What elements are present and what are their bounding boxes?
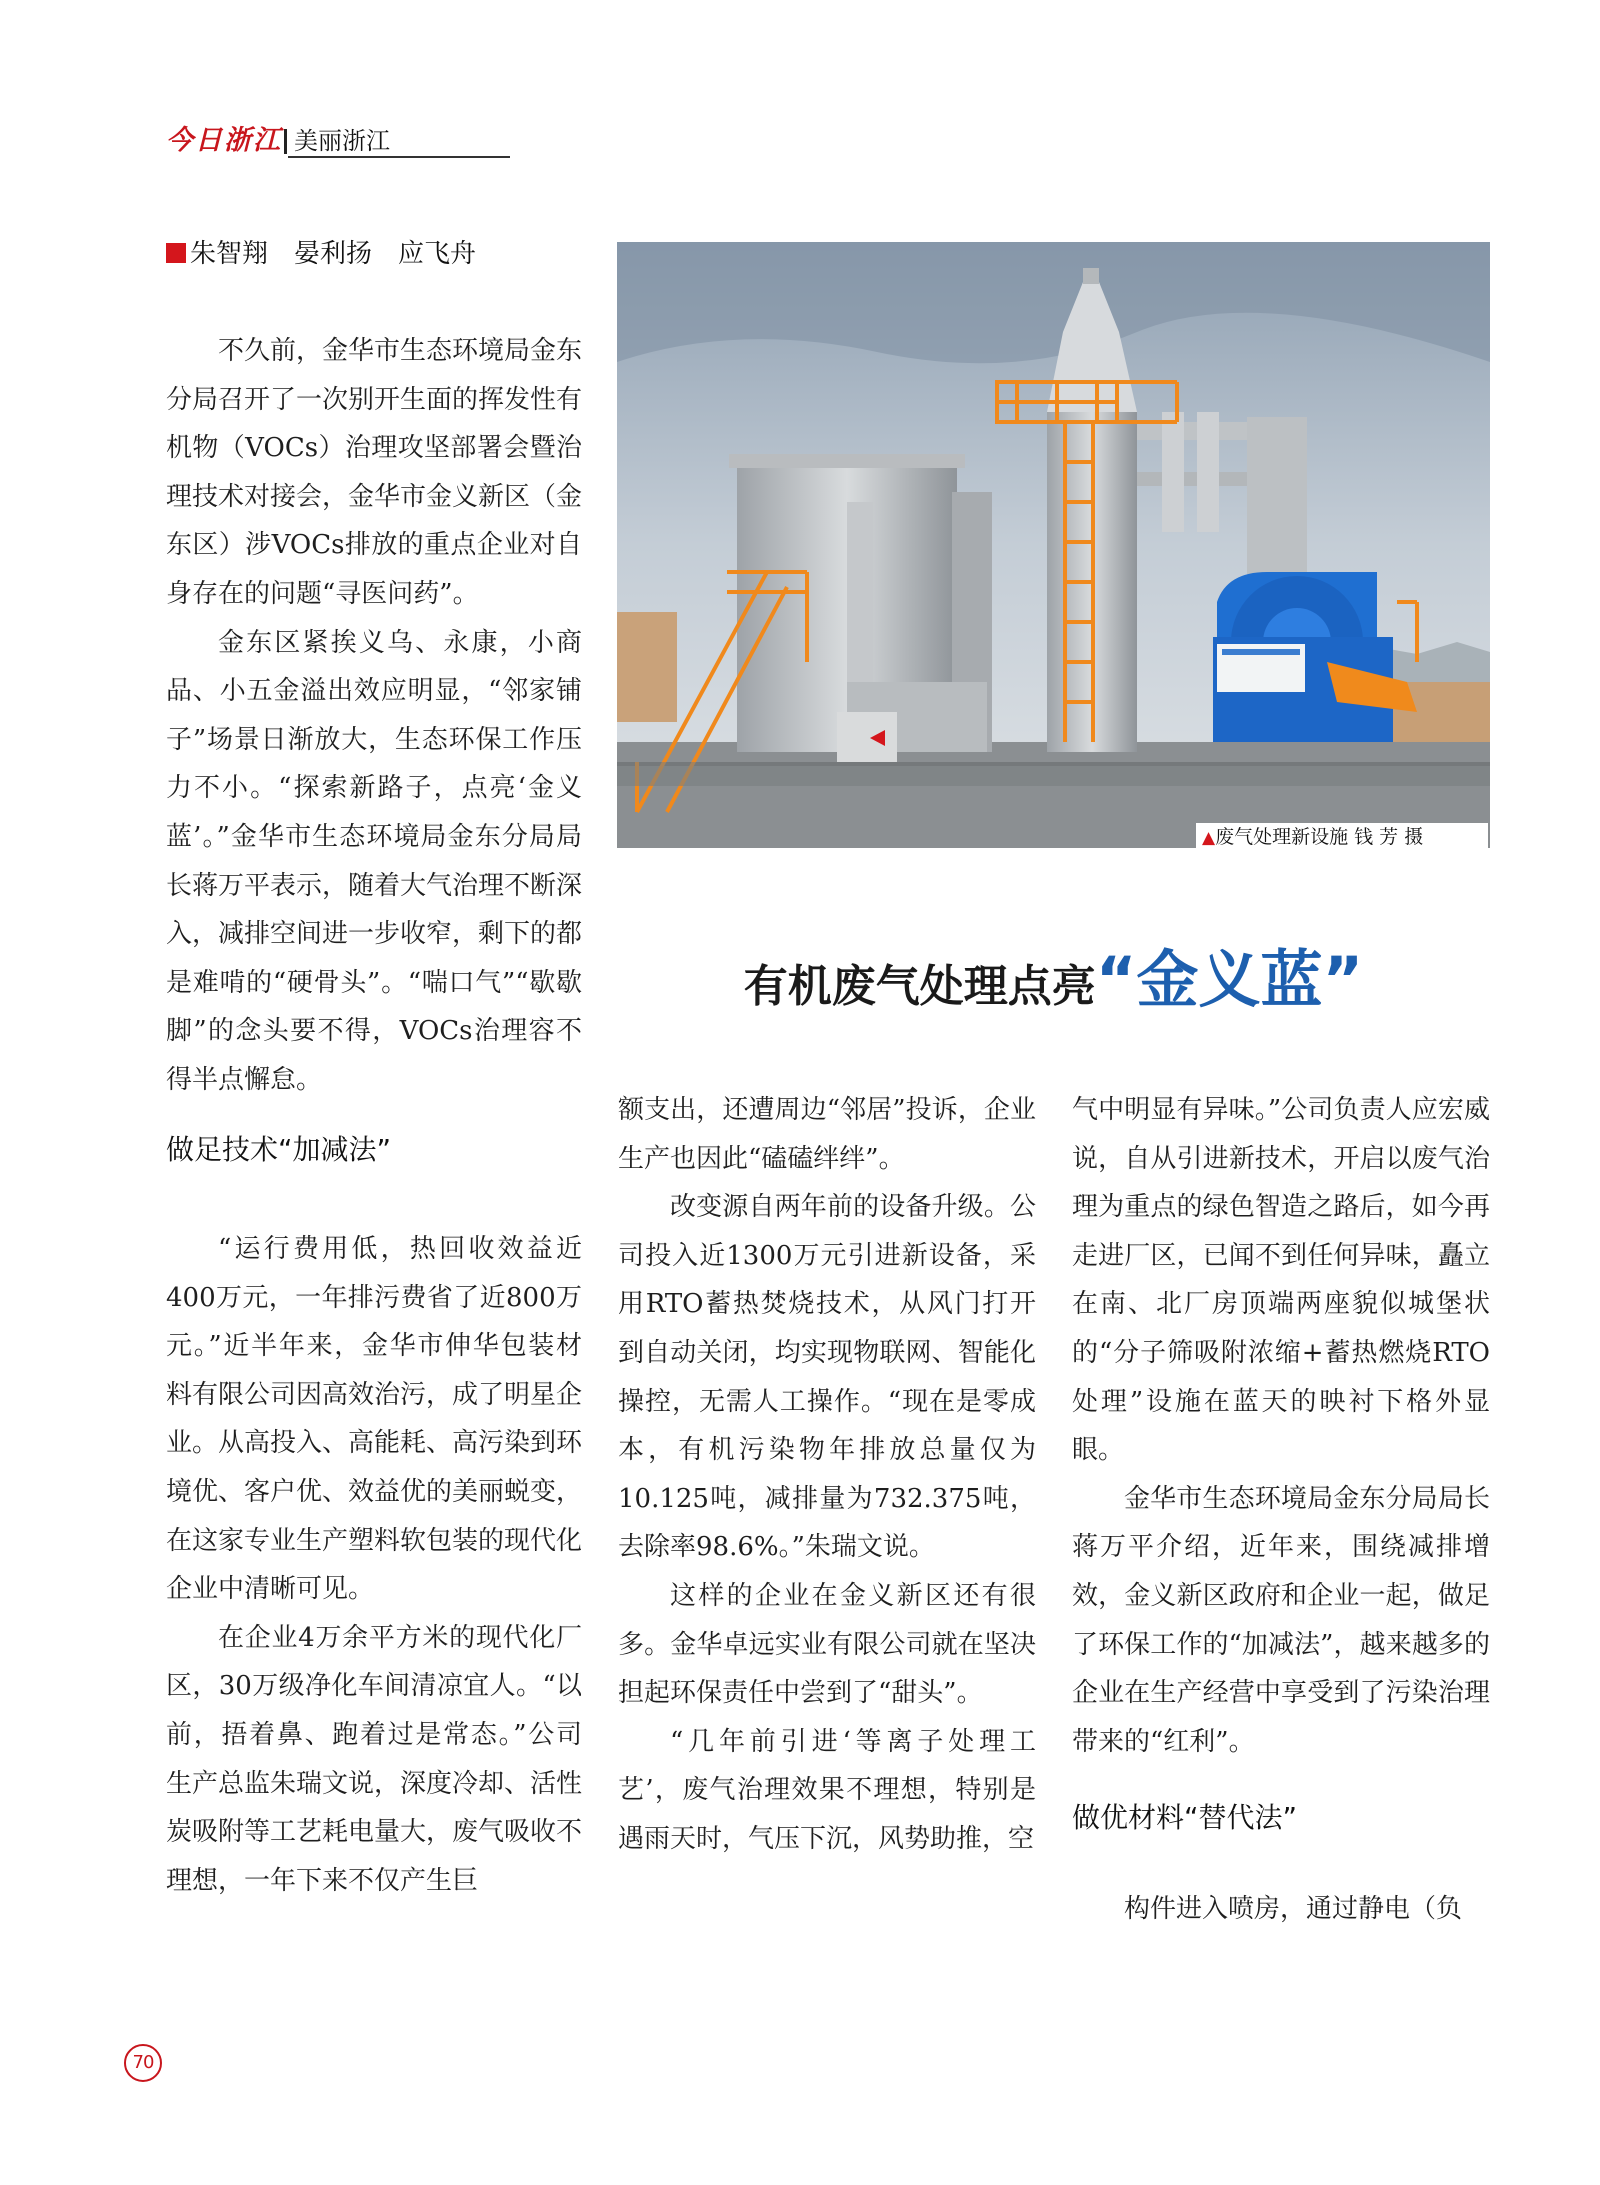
paragraph: 改变源自两年前的设备升级。公司投入近1300万元引进新设备，采用RTO蓄热焚烧技术，从风门打开到自动关闭，均实现物联网、智能化操控，无需人工操作。“现在是零成本，有机污染物年排放总量仅为10.125吨，减排量为732.375吨，去除率98.6%。”朱瑞文说。 bbox=[618, 1192, 1036, 1563]
text-column-3 bbox=[1072, 1086, 1490, 1934]
text-column-2 bbox=[618, 1086, 1036, 1864]
paragraph: 这样的企业在金义新区还有很多。金华卓远实业有限公司就在坚决担起环保责任中尝到了“甜头”。 bbox=[618, 1580, 1036, 1709]
author-3: 应飞舟 bbox=[398, 239, 477, 269]
facility-photo bbox=[617, 242, 1490, 848]
author-line bbox=[166, 236, 476, 272]
facility-illustration bbox=[617, 242, 1490, 848]
header-separator bbox=[284, 129, 287, 154]
triangle-icon: ▲ bbox=[1202, 828, 1216, 848]
paragraph: 不久前，金华市生态环境局金东分局召开了一次别开生面的挥发性有机物（VOCs）治理攻坚部署会暨治理技术对接会，金华市金义新区（金东区）涉VOCs排放的重点企业对自身存在的问题“寻医问药”。 bbox=[166, 336, 583, 609]
caption-label: 废气处理新设施 bbox=[1215, 826, 1349, 848]
paragraph: 额支出，还遭周边“邻居”投诉，企业生产也因此“磕磕绊绊”。 bbox=[618, 1095, 1036, 1174]
paragraph: 气中明显有异味。”公司负责人应宏威说，自从引进新技术，开启以废气治理为重点的绿色智造之路后，如今再走进厂区，已闻不到任何异味，矗立在南、北厂房顶端两座貌似城堡状的“分子筛吸附浓缩+蓄热燃烧RTO处理”设施在蓝天的映衬下格外显眼。 bbox=[1072, 1095, 1490, 1466]
section-heading-1: 做足技术“加减法” bbox=[166, 1132, 392, 1166]
author-2: 晏利扬 bbox=[294, 239, 373, 269]
paragraph: “几年前引进‘等离子处理工艺’，废气治理效果不理想，特别是遇雨天时，气压下沉，风势助推，空 bbox=[618, 1726, 1036, 1854]
paragraph: 在企业4万余平方米的现代化厂区，30万级净化车间清凉宜人。“以前，捂着鼻、跑着过是常态。”公司生产总监朱瑞文说，深度冷却、活性炭吸附等工艺耗电量大，废气吸收不理想，一年下来不仅产生巨 bbox=[166, 1622, 583, 1896]
magazine-logo: 今日浙江 bbox=[166, 125, 282, 156]
photo-caption bbox=[1196, 823, 1488, 851]
header-rule bbox=[288, 156, 510, 158]
article-title bbox=[617, 930, 1490, 1019]
section-name: 美丽浙江 bbox=[294, 127, 390, 155]
caption-credit: 钱 芳 摄 bbox=[1354, 826, 1424, 848]
text-column-1 bbox=[166, 327, 582, 1905]
title-main: 有机废气处理点亮 bbox=[743, 961, 1096, 1012]
page-header bbox=[166, 126, 510, 156]
paragraph: 构件进入喷房，通过静电（负 bbox=[1124, 1893, 1463, 1924]
section-heading-2: 做优材料“替代法” bbox=[1072, 1801, 1298, 1835]
red-square-icon bbox=[166, 243, 186, 263]
paragraph: 金东区紧挨义乌、永康，小商品、小五金溢出效应明显，“邻家铺子”场景日渐放大，生态环保工作压力不小。“探索新路子，点亮‘金义蓝’。”金华市生态环境局金东分局局长蒋万平表示，随着大气治理不断深入，减排空间进一步收窄，剩下的都是难啃的“硬骨头”。“喘口气”“歇歇脚”的念头要不得，VOCs治理容不得半点懈怠。 bbox=[166, 627, 583, 1095]
page-number: 70 bbox=[124, 2044, 162, 2082]
paragraph: 金华市生态环境局金东分局局长蒋万平介绍，近年来，围绕减排增效，金义新区政府和企业一起，做足了环保工作的“加减法”，越来越多的企业在生产经营中享受到了污染治理带来的“红利”。 bbox=[1072, 1483, 1490, 1757]
title-highlight: “金义蓝” bbox=[1095, 943, 1364, 1016]
author-1: 朱智翔 bbox=[190, 239, 269, 269]
paragraph: “运行费用低，热回收效益近400万元，一年排污费省了近800万元。”近半年来，金华市伸华包装材料有限公司因高效治污，成了明星企业。从高投入、高能耗、高污染到环境优、客户优、效益优的美丽蜕变，在这家专业生产塑料软包装的现代化企业中清晰可见。 bbox=[166, 1234, 583, 1605]
